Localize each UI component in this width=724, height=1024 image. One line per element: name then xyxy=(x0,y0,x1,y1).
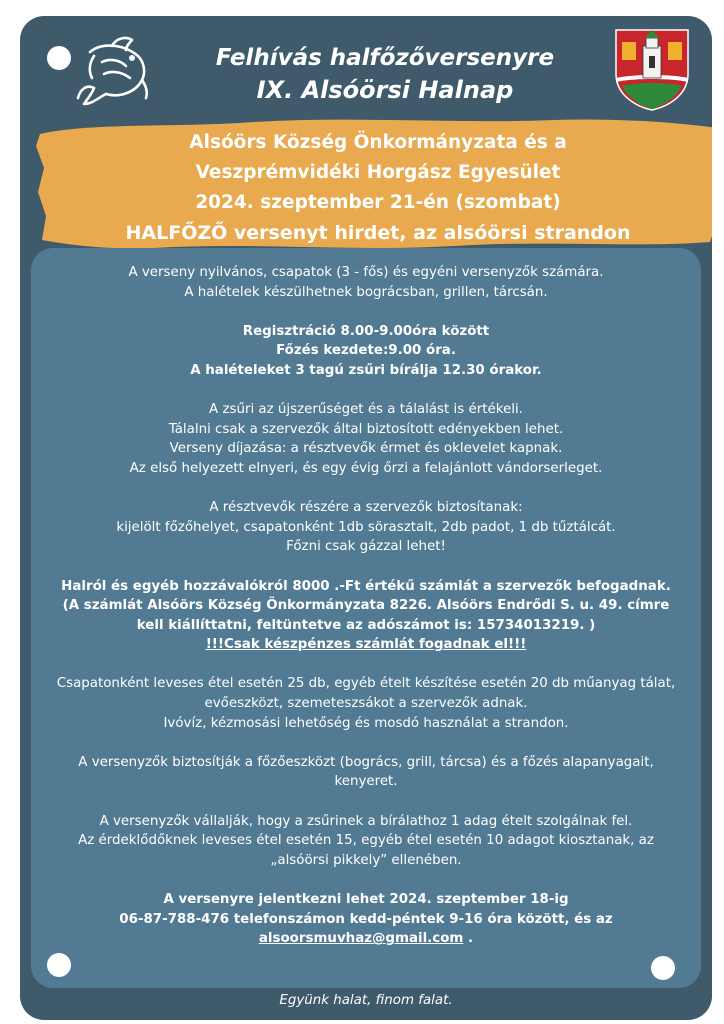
intro-line-1: A verseny nyilvános, csapatok (3 - fős) és egyéni versenyzők számára. xyxy=(128,265,604,280)
email-suffix: . xyxy=(463,931,474,947)
decorative-dot-top-left xyxy=(47,46,71,70)
supplies-paragraph xyxy=(52,674,680,733)
judging-line-1: A zsűri az újszerűséget és a tálalást is értékeli. xyxy=(209,402,523,418)
banner-line-1: Alsóörs Község Önkormányzata és a xyxy=(189,132,567,153)
coat-of-arms-icon xyxy=(612,26,692,112)
decorative-dot-bottom-right xyxy=(651,956,675,980)
banner-line-3: 2024. szeptember 21-én (szombat) xyxy=(195,192,561,213)
email-link[interactable]: alsoorsmuvhaz@gmail.com xyxy=(258,931,464,947)
banner-line-4: HALFŐZŐ versenyt hirdet, az alsóörsi strandon xyxy=(125,222,631,244)
invoice-line-1: Halról és egyéb hozzávalókról 8000 .-Ft értékű számlát a szervezők befogadnak. xyxy=(61,578,671,594)
equipment-line: A versenyzők biztosítják a főzőeszközt (bogrács, grill, tárcsa) és a főzés alapanyagait, kenyeret. xyxy=(78,754,654,790)
decorative-dot-bottom-left xyxy=(47,953,71,977)
gas-only-line: Főzni csak gázzal lehet! xyxy=(286,539,446,555)
serving-paragraph xyxy=(52,812,680,871)
supplies-line-2: Ivóvíz, kézmosási lehetőség és mosdó használat a strandon. xyxy=(163,715,569,731)
page-title xyxy=(160,42,610,106)
provisions-line-2: kijelölt főzőhelyet, csapatonként 1db sörasztalt, 2db padot, 1 db tűztálcát. xyxy=(116,519,616,535)
judging-time: A halételeket 3 tagú zsűri bírálja 12.30 órakor. xyxy=(190,362,542,378)
intro-line-2: A halételek készülhetnek bográcsban, grillen, tárcsán. xyxy=(184,284,548,300)
judging-paragraph xyxy=(52,400,680,478)
registration-contact-paragraph xyxy=(52,890,680,949)
banner-line-2: Veszprémvidéki Horgász Egyesület xyxy=(195,162,561,183)
closing-slogan: Együnk halat, finom falat. xyxy=(279,993,453,1008)
intro-paragraph xyxy=(52,263,680,302)
schedule-paragraph xyxy=(52,322,680,381)
prize-line: Verseny díjazása: a résztvevők érmet és oklevelet kapnak. xyxy=(169,441,563,457)
phone-line: 06-87-788-476 telefonszámon kedd-péntek 9-16 óra között, és az xyxy=(119,911,613,927)
invoice-line-2: (A számlát Alsóörs Község Önkormányzata 8226. Alsóörs Endrődi S. u. 49. címre kell kiállíttatni, feltüntetve az adószámot is: 15734013219. ) xyxy=(62,598,670,633)
supplies-line-1: Csapatonként leveses étel esetén 25 db, egyéb ételt készítése esetén 20 db műanyag tálat, evőeszközt, szemeteszsákot a szervezők adnak. xyxy=(56,676,676,712)
title-line-2: IX. Alsóörsi Halnap xyxy=(256,76,514,104)
judging-line-2: Tálalni csak a szervezők által biztosított edényekben lehet. xyxy=(168,421,564,437)
competitor-equipment-paragraph xyxy=(52,753,680,792)
fish-icon xyxy=(72,32,152,110)
provisions-paragraph xyxy=(52,498,680,557)
title-line-1: Felhívás halfőzőversenyre xyxy=(215,45,555,71)
trophy-line: Az első helyezett elnyeri, és egy évig őrzi a felajánlott vándorserleget. xyxy=(129,460,603,476)
cash-invoice-warning: !!!Csak készpénzes számlát fogadnak el!!! xyxy=(205,637,527,653)
provisions-line-1: A résztvevők részére a szervezők biztosítanak: xyxy=(209,500,523,516)
poster xyxy=(20,16,712,1020)
organizer-banner xyxy=(34,112,712,252)
serving-line-2: Az érdeklődőknek leveses étel esetén 15, egyéb étel esetén 10 adagot kiosztanak, az „alsóörsi pikkely” ellenében. xyxy=(78,833,654,868)
registration-time: Regisztráció 8.00-9.00óra között xyxy=(242,323,490,339)
invoice-paragraph xyxy=(52,577,680,655)
serving-line-1: A versenyzők vállalják, hogy a zsűrinek a bírálathoz 1 adag ételt szolgálnak fel. xyxy=(99,813,633,829)
announcement-body xyxy=(52,263,680,968)
deadline-line: A versenyre jelentkezni lehet 2024. szeptember 18-ig xyxy=(163,892,569,907)
cooking-start-time: Főzés kezdete:9.00 óra. xyxy=(276,343,456,359)
